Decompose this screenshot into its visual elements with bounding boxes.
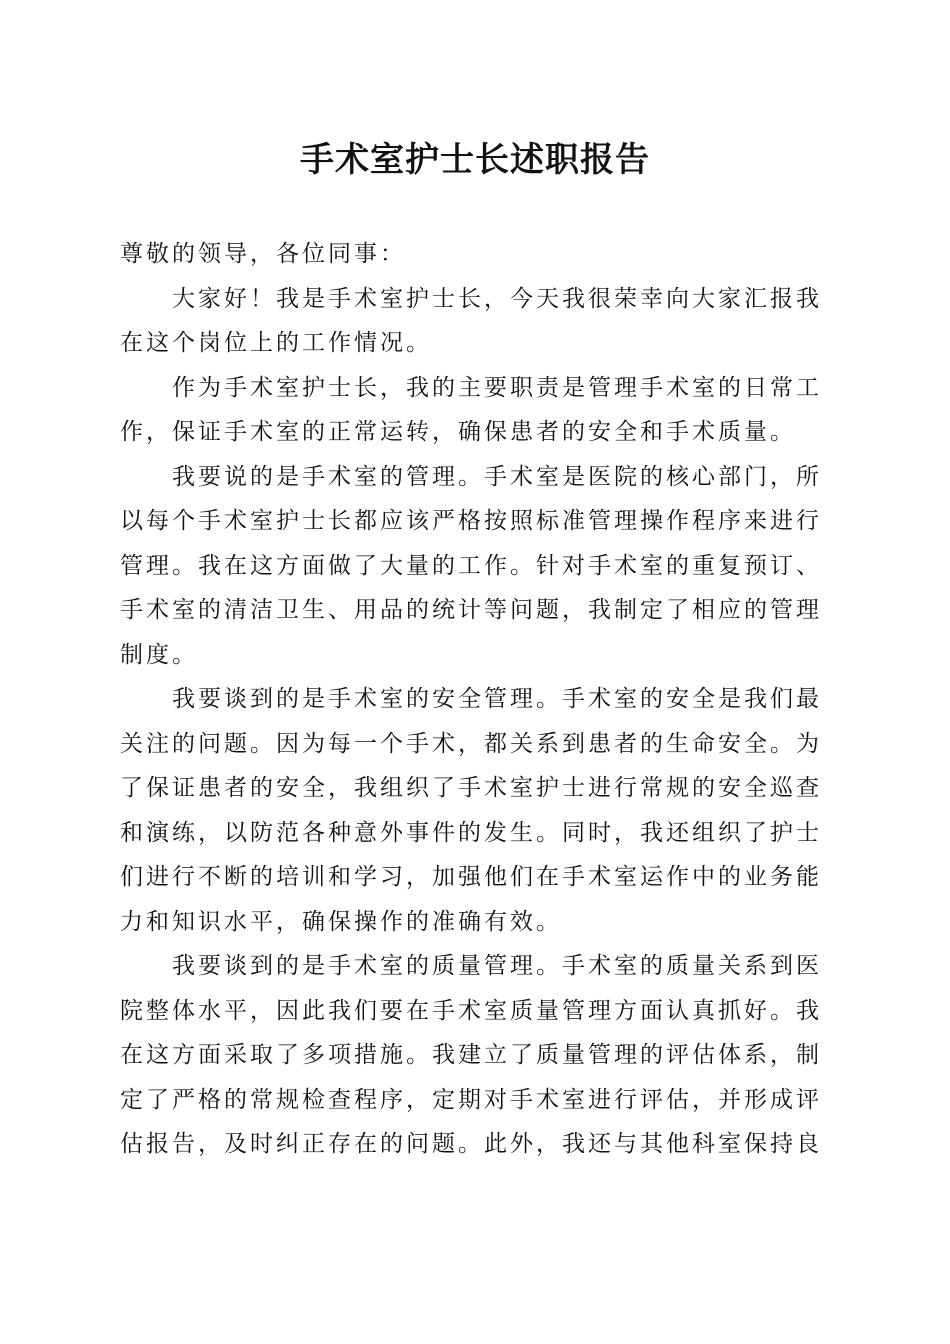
paragraph-management: 我要说的是手术室的管理。手术室是医院的核心部门，所以每个手术室护士长都应该严格按照标准管理操作程序来进行管理。我在这方面做了大量的工作。针对手术室的重复预订、手术室的清洁卫生、用品的统计等问题，我制定了相应的管理制度。 <box>120 463 822 668</box>
paragraph-quality-management: 我要谈到的是手术室的质量管理。手术室的质量关系到医院整体水平，因此我们要在手术室质量管理方面认真抓好。我在这方面采取了多项措施。我建立了质量管理的评估体系，制定了严格的常规检查程序，定期对手术室进行评估，并形成评估报告，及时纠正存在的问题。此外，我还与其他科室保持良 <box>120 953 822 1157</box>
document-title: 手术室护士长述职报告 <box>300 140 650 180</box>
salutation: 尊敬的领导，各位同事： <box>120 241 406 267</box>
paragraph-greeting: 大家好！我是手术室护士长，今天我很荣幸向大家汇报我在这个岗位上的工作情况。 <box>120 285 822 356</box>
document-body <box>120 232 822 1167</box>
paragraph-responsibilities: 作为手术室护士长，我的主要职责是管理手术室的日常工作，保证手术室的正常运转，确保患者的安全和手术质量。 <box>120 374 822 445</box>
paragraph-safety-management: 我要谈到的是手术室的安全管理。手术室的安全是我们最关注的问题。因为每一个手术，都关系到患者的生命安全。为了保证患者的安全，我组织了手术室护士进行常规的安全巡查和演练，以防范各种意外事件的发生。同时，我还组织了护士们进行不断的培训和学习，加强他们在手术室运作中的业务能力和知识水平，确保操作的准确有效。 <box>120 686 822 935</box>
